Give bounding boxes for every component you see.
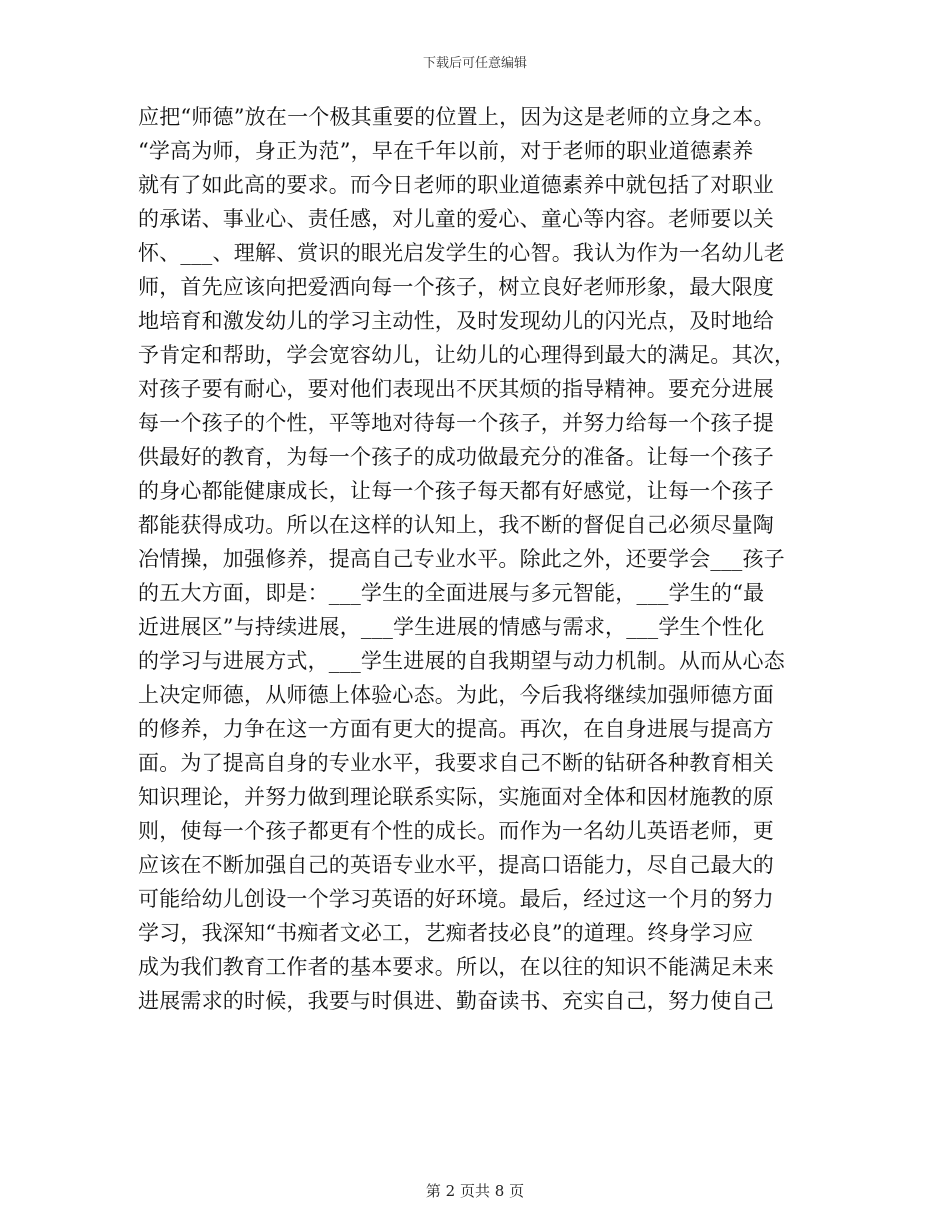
text-line: 的身心都能健康成长，让每一个孩子每天都有好感觉，让每一个孩子 [138,479,774,503]
text-line: 成为我们教育工作者的基本要求。所以，在以往的知识不能满足未来 [138,955,774,979]
text-line: 的修养，力争在这一方面有更大的提高。再次，在自身进展与提高方 [138,717,774,741]
text-line: 的承诺、事业心、责任感，对儿童的爱心、童心等内容。老师要以关 [138,207,774,231]
text-line: 进展需求的时候，我要与时俱进、勤奋读书、充实自己，努力使自己 [138,989,774,1013]
text-line: 可能给幼儿创设一个学习英语的好环境。最后，经过这一个月的努力 [138,887,774,911]
text-line: 每一个孩子的个性，平等地对待每一个孩子，并努力给每一个孩子提 [138,411,774,435]
text-line: 学习，我深知“书痴者文必工，艺痴者技必良”的道理。终身学习应 [138,921,754,945]
text-line: “学高为师，身正为范”，早在千年以前，对于老师的职业道德素养 [138,139,754,163]
text-line: 就有了如此高的要求。而今日老师的职业道德素养中就包括了对职业 [138,173,774,197]
text-line: 地培育和激发幼儿的学习主动性，及时发现幼儿的闪光点，及时地给 [138,309,774,333]
text-line: 都能获得成功。所以在这样的认知上，我不断的督促自己必须尽量陶 [138,513,774,537]
text-line: 怀、___、理解、赏识的眼光启发学生的心智。我认为作为一名幼儿老 [138,241,785,265]
text-line: 供最好的教育，为每一个孩子的成功做最充分的准备。让每一个孩子 [138,445,774,469]
text-line: 近进展区”与持续进展，___学生进展的情感与需求，___学生个性化 [138,615,765,639]
page-number: 第 2 页共 8 页 [425,1182,525,1200]
text-line: 对孩子要有耐心，要对他们表现出不厌其烦的指导精神。要充分进展 [138,377,774,401]
document-body [138,100,798,1018]
text-line: 应该在不断加强自己的英语专业水平，提高口语能力，尽自己最大的 [138,853,774,877]
text-line: 则，使每一个孩子都更有个性的成长。而作为一名幼儿英语老师，更 [138,819,774,843]
text-line: 的五大方面，即是：___学生的全面进展与多元智能，___学生的“最 [138,581,765,605]
text-line: 面。为了提高自身的专业水平，我要求自己不断的钻研各种教育相关 [138,751,774,775]
text-line: 应把“师德”放在一个极其重要的位置上，因为这是老师的立身之本。 [138,105,775,129]
text-line: 冶情操，加强修养，提高自己专业水平。除此之外，还要学会___孩子 [138,547,785,571]
text-line: 师，首先应该向把爱洒向每一个孩子，树立良好老师形象，最大限度 [138,275,774,299]
text-line: 予肯定和帮助，学会宽容幼儿，让幼儿的心理得到最大的满足。其次， [138,343,796,367]
text-line: 知识理论，并努力做到理论联系实际，实施面对全体和因材施教的原 [138,785,774,809]
page-header-note: 下载后可任意编辑 [422,56,527,71]
text-line: 上决定师德，从师德上体验心态。为此，今后我将继续加强师德方面 [138,683,774,707]
text-line: 的学习与进展方式，___学生进展的自我期望与动力机制。从而从心态 [138,649,785,673]
